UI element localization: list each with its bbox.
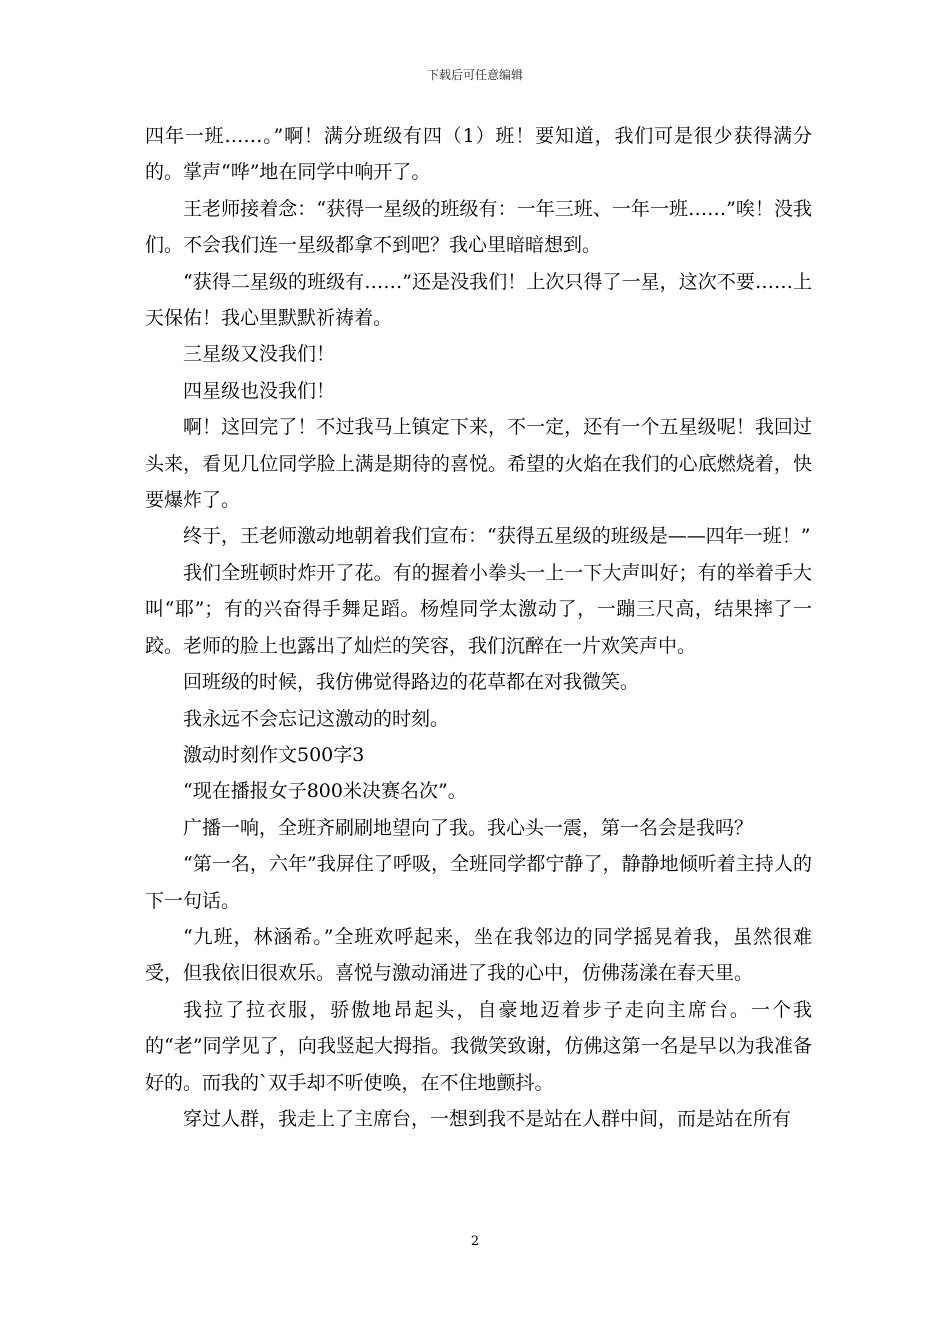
paragraph: 啊！这回完了！不过我马上镇定下来，不一定，还有一个五星级呢！我回过头来，看见几位同学脸上满是期待的喜悦。希望的火焰在我们的心底燃烧着，快要爆炸了。: [145, 416, 812, 512]
paragraph: “现在播报女子800米决赛名次”。: [183, 780, 467, 803]
paragraph: 回班级的时候，我仿佛觉得路边的花草都在对我微笑。: [183, 671, 640, 694]
page-number: 2: [470, 1234, 480, 1249]
paragraph: “第一名，六年”我屏住了呼吸，全班同学都宁静了，静静地倾听着主持人的下一句话。: [145, 853, 812, 912]
section-heading: 激动时刻作文500字3: [183, 743, 365, 766]
paragraph: “获得二星级的班级有……”还是没我们！上次只得了一星，这次不要……上天保佑！我心里默默祈祷着。: [145, 270, 812, 330]
body-text: [145, 118, 812, 1137]
paragraph: 终于，王老师激动地朝着我们宣布：“获得五星级的班级是——四年一班！”: [183, 525, 811, 548]
paragraph: 四星级也没我们！: [183, 379, 336, 402]
paragraph: 广播一响，全班齐刷刷地望向了我。我心头一震，第一名会是我吗？: [183, 816, 754, 839]
paragraph: 三星级又没我们！: [183, 343, 336, 366]
paragraph: 我们全班顿时炸开了花。有的握着小拳头一上一下大声叫好；有的举着手大叫“耶”；有的兴奋得手舞足蹈。杨煌同学太激动了，一蹦三尺高，结果摔了一跤。老师的脸上也露出了灿烂的笑容，我们沉醉在一片欢笑声中。: [145, 561, 812, 657]
paragraph: 王老师接着念：“获得一星级的班级有：一年三班、一年一班……”唉！没我们。不会我们连一星级都拿不到吧？我心里暗暗想到。: [145, 197, 812, 257]
paragraph: 穿过人群，我走上了主席台，一想到我不是站在人群中间，而是站在所有: [183, 1107, 792, 1130]
paragraph: “九班，林涵希。”全班欢呼起来，坐在我邻边的同学摇晃着我，虽然很难受，但我依旧很欢乐。喜悦与激动涌进了我的心中，仿佛荡漾在春天里。: [145, 925, 812, 985]
page-header: 下载后可任意编辑: [426, 68, 523, 82]
paragraph: 我拉了拉衣服，骄傲地昂起头，自豪地迈着步子走向主席台。一个我的“老”同学见了，向我竖起大拇指。我微笑致谢，仿佛这第一名是早以为我准备好的。而我的`双手却不听使唤，在不住地颤抖。: [145, 998, 812, 1094]
paragraph: 四年一班……。”啊！满分班级有四（1）班！要知道，我们可是很少获得满分的。掌声“哗”地在同学中响开了。: [145, 125, 812, 184]
paragraph: 我永远不会忘记这激动的时刻。: [183, 707, 450, 730]
